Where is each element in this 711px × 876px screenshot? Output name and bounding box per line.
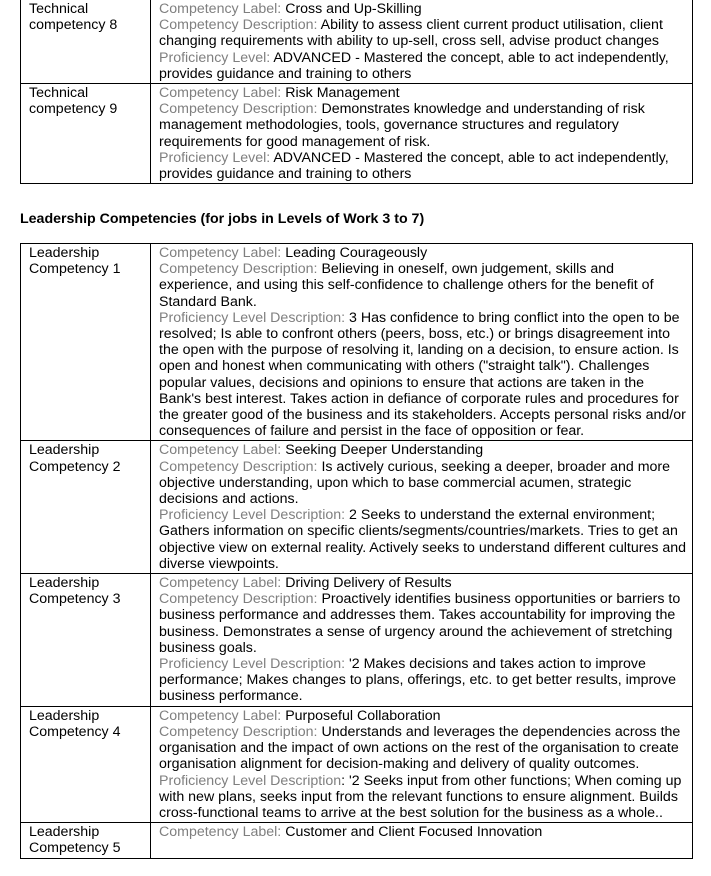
label-caption: Competency Label: [159, 575, 282, 592]
competency-label: Seeking Deeper Understanding [281, 442, 484, 459]
table-row [21, 574, 693, 707]
competency-name: Technical competency 8 [21, 0, 151, 84]
proficiency-caption: Proficiency Level Description: [159, 656, 346, 673]
competency-description: Understands and leverages the dependencies across the organisation and the impact of own actions on the rest of the organisation to create organisation alignment for decision-making and delivery of quality outcomes. [159, 723, 681, 773]
proficiency-level: '2 Makes decisions and takes action to improve performance; Makes changes to plans, offerings, etc. to get better results, improve business performance. [159, 656, 677, 705]
proficiency-caption: Proficiency Level Description: [159, 309, 346, 326]
proficiency-level: ADVANCED - Mastered the concept, able to act independently, provides guidance and training to others [159, 149, 669, 183]
proficiency-level: 2 Seeks to understand the external environment; Gathers information on specific clients/segments/countries/markets. Tries to get an objective view on external reality. Actively seeks to understand different cultures and diverse viewpoints. [159, 507, 687, 572]
competency-name: Leadership Competency 2 [21, 441, 151, 574]
description-caption: Competency Description: [159, 261, 318, 278]
proficiency-level: 3 Has confidence to bring conflict into the open to be resolved; Is able to confront others (peers, boss, etc.) or brings disagreement into the open with the purpose of resolving it, landing on a decision, to ensure action. Is open and honest when communicating with others ("straight talk"). Challenges popular values, decisions and opinions to ensure that actions are taken in the Bank's best interest. Takes action in defiance of corporate rules and procedures for the greater good of the business and its stakeholders. Accepts personal risks and/or consequences of failure and persist in the face of opposition or fear. [159, 309, 686, 440]
label-caption: Competency Label: [159, 824, 282, 841]
competency-label: Customer and Client Focused Innovation [281, 824, 543, 841]
table-row [21, 706, 693, 822]
competency-label: Driving Delivery of Results [281, 575, 452, 592]
technical-competency-table [20, 0, 693, 184]
label-caption: Competency Label: [159, 245, 282, 261]
proficiency-caption: Proficiency Level Description: [159, 507, 346, 524]
description-caption: Competency Description: [159, 723, 318, 740]
competency-name: Leadership Competency 3 [21, 574, 151, 707]
proficiency-caption: Proficiency Level Description [159, 772, 342, 789]
description-caption: Competency Description: [159, 591, 318, 608]
competency-details [151, 441, 693, 574]
table-row [21, 0, 693, 84]
competency-details [151, 706, 693, 822]
label-caption: Competency Label: [159, 85, 282, 102]
competency-details [151, 823, 693, 858]
description-caption: Competency Description: [159, 458, 318, 475]
competency-label: Risk Management [281, 85, 400, 102]
proficiency-caption: Proficiency Level: [159, 49, 271, 66]
competency-description: Demonstrates knowledge and understanding of risk management methodologies, tools, governance structures and regulatory requirements for good management of risk. [159, 101, 645, 150]
proficiency-caption: Proficiency Level: [159, 149, 271, 166]
label-caption: Competency Label: [159, 1, 282, 17]
competency-name: Technical competency 9 [21, 84, 151, 184]
leadership-competency-table [20, 243, 693, 859]
competency-details [151, 574, 693, 707]
section-heading: Leadership Competencies (for jobs in Levels of Work 3 to 7) [20, 211, 425, 227]
label-caption: Competency Label: [159, 442, 282, 459]
table-row [21, 823, 693, 858]
competency-name: Leadership Competency 5 [21, 823, 151, 858]
competency-description: Proactively identifies business opportunities or barriers to business performance and addresses them. Takes accountability for improving the business. Demonstrates a sense of urgency around the achievement of stretching business goals. [159, 591, 681, 656]
description-caption: Competency Description: [159, 101, 318, 118]
competency-label: Cross and Up-Skilling [281, 1, 422, 17]
competency-description: Ability to assess client current product utilisation, client changing requirements with ability to up-sell, cross sell, advise product changes [159, 17, 663, 50]
description-caption: Competency Description: [159, 17, 318, 34]
table-row [21, 441, 693, 574]
label-caption: Competency Label: [159, 707, 282, 724]
proficiency-level: : '2 Seeks input from other functions; When coming up with new plans, seeks input from the relevant functions to ensure alignment. Builds cross-functional teams to arrive at the best solution for the business as a whole.. [159, 772, 682, 821]
proficiency-level: ADVANCED - Mastered the concept, able to act independently, provides guidance and training to others [159, 49, 669, 82]
competency-description: Believing in oneself, own judgement, skills and experience, and using this self-confidence to challenge others for the benefit of Standard Bank. [159, 261, 654, 310]
table-row [21, 84, 693, 184]
competency-label: Purposeful Collaboration [281, 707, 441, 724]
competency-details [151, 0, 693, 84]
competency-label: Leading Courageously [281, 245, 428, 261]
competency-name: Leadership Competency 1 [21, 244, 151, 441]
competency-name: Leadership Competency 4 [21, 706, 151, 822]
competency-details [151, 84, 693, 184]
competency-details [151, 244, 693, 441]
table-row [21, 244, 693, 441]
competency-description: Is actively curious, seeking a deeper, broader and more objective understanding, upon which to base commercial acumen, strategic decisions and actions. [159, 458, 671, 508]
